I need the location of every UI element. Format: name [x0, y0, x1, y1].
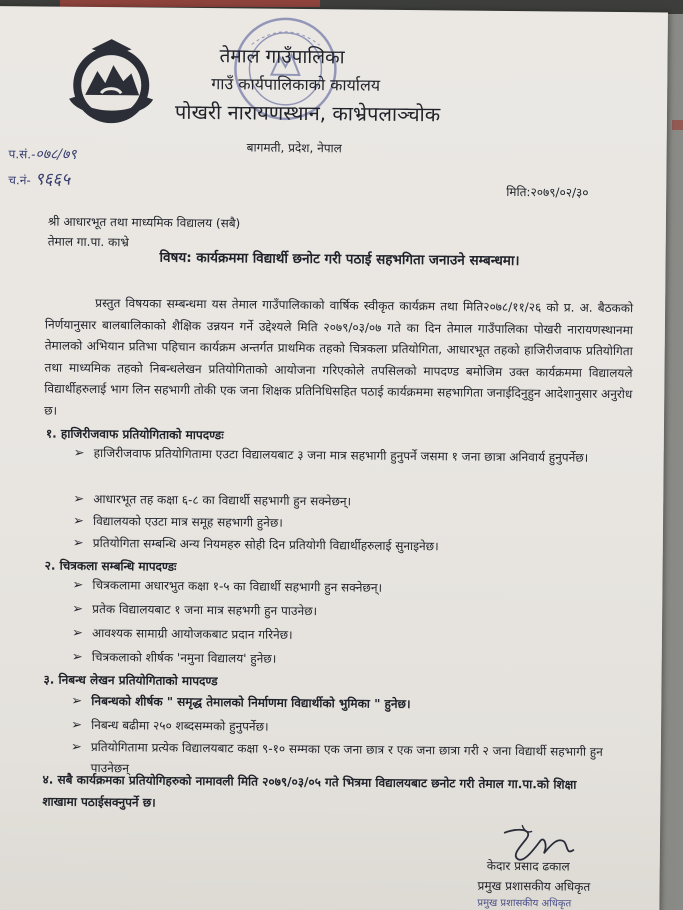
recipient-line-2: तेमाल गा.पा. काभ्रे [47, 234, 129, 250]
list-item-text: चित्रकलामा अधारभुत कक्षा १-५ का विद्यार्थी सहभागी हुन सक्नेछन्। [92, 577, 383, 595]
list-item [72, 575, 632, 601]
list-item-text: विद्यालयको एउटा मात्र समूह सहभागी हुनेछ। [92, 513, 283, 530]
section-2-title: २. चित्रकला सम्बन्धि मापदण्डः [44, 558, 177, 574]
arrow-bullet-icon: ➢ [72, 601, 84, 617]
arrow-bullet-icon: ➢ [71, 717, 83, 733]
designation-stamp: प्रमुख प्रशासकीय अधिकृत [477, 897, 572, 910]
list-item-text: प्रतेक विद्यालयबाट १ जना मात्र सहभगी हुन पाउनेछ। [92, 601, 318, 619]
list-item [72, 623, 632, 649]
letter-subject: विषय: कार्यक्रममा विद्यार्थी छनोट गरी पठाई सहभगिता जनाउने सम्बन्धमा। [159, 249, 520, 270]
arrow-bullet-icon: ➢ [71, 625, 83, 641]
arrow-bullet-icon: ➢ [70, 739, 82, 755]
list-item [74, 443, 634, 469]
signatory-designation: प्रमुख प्रशासकीय अधिकृत [477, 878, 591, 894]
municipality-title: तेमाल गाउँपालिका [219, 45, 345, 69]
list-item-text: प्रतियोगिता सम्बन्धि अन्य नियमहरु सोही दिन प्रतियोगी विद्यार्थीहरुलाई सुनाइनेछ। [92, 535, 439, 554]
list-item-text: प्रतियोगितामा प्रत्येक विद्यालयबाट कक्षा ९-१० सम्मका एक जना छात्र र एक जना छात्रा गरी २ जना विद्यार्थी सहभागी हुन पाउनेछन् [90, 739, 603, 776]
list-item-text: हाजिरीजवाफ प्रतियोगितामा एउटा विद्यालयबाट ३ जना मात्र सहभागी हुनुपर्ने जसमा १ जना छात्रा अनिवार्य हुनुपर्नेछ। [93, 445, 589, 465]
list-item [72, 599, 632, 625]
arrow-bullet-icon: ➢ [73, 491, 85, 507]
recipient-line-1: श्री आधारभूत तथा माध्यमिक विद्यालय (सबै) [47, 214, 241, 231]
section-3-title: ३. निबन्ध लेखन प्रतियोगिताको मापदण्ड [43, 672, 218, 689]
reference-number [8, 144, 76, 164]
list-item-text: आधारभूत तह कक्षा ६-८ का विद्यार्थी सहभागी हुन सक्नेछन्। [93, 491, 352, 509]
list-item-text: चित्रकलाको शीर्षक 'नमुना विद्यालय' हुनेछ। [91, 649, 277, 666]
nepal-emblem-icon [61, 37, 162, 130]
signatory-name: केदार प्रसाद ढकाल [486, 858, 570, 874]
list-item-text: आवश्यक सामाग्री आयोजकबाट प्रदान गरिनेछ। [91, 625, 293, 642]
reference-value: ०७८/७९ [35, 146, 77, 163]
dispatch-number [8, 166, 70, 190]
body-text: प्रस्तुत विषयका सम्बन्धमा यस तेमाल गाउँपालिकाको वार्षिक स्वीकृत कार्यक्रम तथा मिति२०७८/११/२६ को प्र. अ. बैठकको निर्णयानुसार बालबालिकाको शैक्षिक उन्नयन गर्ने उद्देश्यले मिति २०७९/०३/०७ गते का दिन तेमाल गाउँपालिका पोखरी नारायणस्थानमा तेमालको अभियान प्रतिभा पहिचान कार्यक्रम अन्तर्गत प्राथमिक तहको चित्रकला प्रतियोगिता, आधारभूत तहको हाजिरीजवाफ प्रतियोगिता तथा माध्यमिक तहको निबन्धलेखन प्रतियोगिताको आयोजना गरिएकोले तपसिलको मापदण्ड बमोजिम उक्त कार्यक्रममा विद्यालयले विद्यार्थीहरुलाई भाग लिन सहभागी तोकी एक जना शिक्षक प्रतिनिधिसहित पठाई कार्यक्रममा सहभागिता जनाईदिनुहुन आदेशानुसार अनुरोध छ। [44, 296, 634, 418]
dispatch-label: च.नं- [8, 173, 31, 188]
dispatch-value: ९६६५ [34, 169, 71, 190]
letter-date: मिति:२०७९/०२/३० [506, 184, 589, 200]
place-title: पोखरी नारायणस्थान, काभ्रेपलाञ्चोक [174, 99, 441, 127]
list-item-text: निबन्ध बढीमा २५० शब्दसम्मको हुनुपर्नेछ। [91, 717, 269, 734]
final-note: ४. सबै कार्यक्रमका प्रतियोगिहरुको नामावली मिति २०७९/०३/०५ गते भित्रमा विद्यालयबाट छनोट गरी तेमाल गा.पा.को शिक्षा शाखामा पठाईसक्नुपर्ने छ। [42, 772, 577, 810]
arrow-bullet-icon: ➢ [71, 649, 83, 665]
list-item-text: निबन्धको शीर्षक " समृद्ध तेमालको निर्माणमा विद्यार्थीको भुमिका " हुनेछ। [91, 693, 411, 712]
letter-paper [0, 6, 668, 910]
arrow-bullet-icon: ➢ [72, 513, 85, 529]
list-item [71, 691, 631, 717]
arrow-bullet-icon: ➢ [71, 693, 83, 709]
office-title: गाउँ कार्यपालिकाको कार्यालय [211, 74, 381, 95]
reference-label: प.सं.- [8, 147, 36, 162]
province-address: बागमती, प्रदेश, नेपाल [246, 140, 342, 156]
red-object-edge [672, 120, 683, 130]
arrow-bullet-icon: ➢ [72, 577, 84, 593]
arrow-bullet-icon: ➢ [72, 535, 84, 551]
list-item [73, 533, 633, 559]
list-item [72, 647, 632, 673]
letter-body [44, 293, 633, 428]
section-1-title: १. हाजिरीजवाफ प्रतियोगिताको मापदण्डः [45, 426, 224, 443]
arrow-bullet-icon: ➢ [73, 445, 85, 461]
red-fabric-strip [60, 0, 320, 7]
